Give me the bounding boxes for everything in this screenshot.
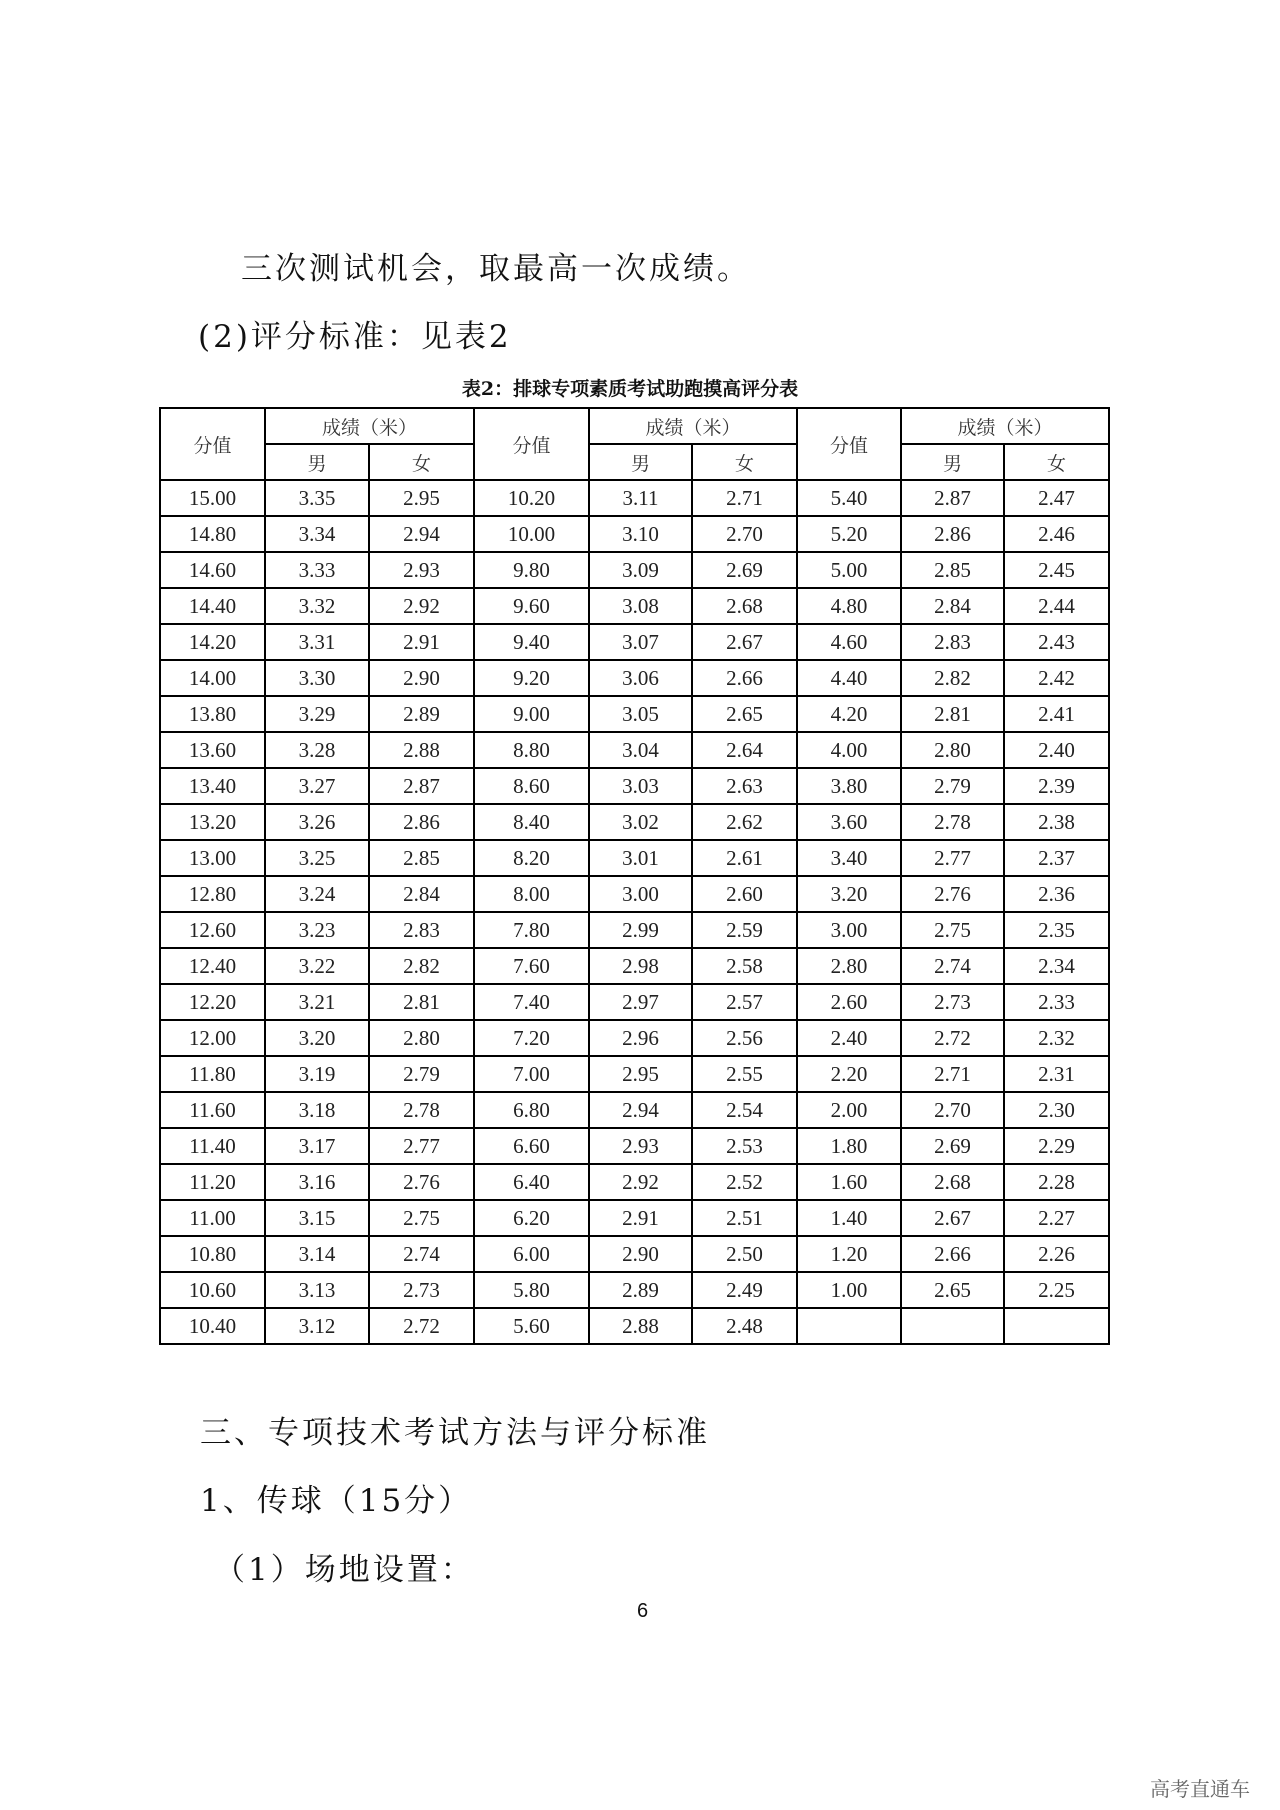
table-row [160, 552, 1109, 588]
score-cell: 6.60 [474, 1128, 589, 1164]
female-cell: 2.28 [1004, 1164, 1109, 1200]
female-cell: 2.79 [369, 1056, 474, 1092]
header-female: 女 [369, 444, 474, 480]
female-cell: 2.73 [369, 1272, 474, 1308]
score-cell: 9.80 [474, 552, 589, 588]
score-cell: 2.40 [797, 1020, 901, 1056]
score-cell: 4.00 [797, 732, 901, 768]
female-cell: 2.70 [692, 516, 797, 552]
score-cell: 13.20 [160, 804, 265, 840]
score-cell: 2.00 [797, 1092, 901, 1128]
score-cell: 5.60 [474, 1308, 589, 1344]
female-cell: 2.57 [692, 984, 797, 1020]
male-cell: 3.22 [265, 948, 369, 984]
score-cell: 7.00 [474, 1056, 589, 1092]
female-cell: 2.30 [1004, 1092, 1109, 1128]
table-row [160, 696, 1109, 732]
male-cell: 3.04 [589, 732, 692, 768]
score-cell: 12.00 [160, 1020, 265, 1056]
male-cell: 3.19 [265, 1056, 369, 1092]
score-table [159, 407, 1110, 1345]
female-cell: 2.46 [1004, 516, 1109, 552]
female-cell: 2.25 [1004, 1272, 1109, 1308]
paragraph-line: 三次测试机会，取最高一次成绩。 [241, 251, 751, 287]
female-cell: 2.60 [692, 876, 797, 912]
score-cell: 11.80 [160, 1056, 265, 1092]
score-cell: 6.40 [474, 1164, 589, 1200]
male-cell: 3.29 [265, 696, 369, 732]
score-cell: 8.40 [474, 804, 589, 840]
table-row [160, 768, 1109, 804]
score-cell: 10.60 [160, 1272, 265, 1308]
score-cell: 13.80 [160, 696, 265, 732]
score-cell: 2.60 [797, 984, 901, 1020]
female-cell: 2.77 [369, 1128, 474, 1164]
female-cell: 2.62 [692, 804, 797, 840]
female-cell: 2.78 [369, 1092, 474, 1128]
table-row [160, 1308, 1109, 1344]
female-cell: 2.81 [369, 984, 474, 1020]
female-cell: 2.31 [1004, 1056, 1109, 1092]
male-cell: 3.15 [265, 1200, 369, 1236]
male-cell: 2.68 [901, 1164, 1004, 1200]
male-cell: 3.25 [265, 840, 369, 876]
male-cell: 3.10 [589, 516, 692, 552]
table-row [160, 1164, 1109, 1200]
header-result: 成绩（米） [901, 408, 1109, 444]
score-cell: 2.20 [797, 1056, 901, 1092]
male-cell: 3.06 [589, 660, 692, 696]
score-cell: 1.60 [797, 1164, 901, 1200]
female-cell: 2.67 [692, 624, 797, 660]
table-row [160, 588, 1109, 624]
header-male: 男 [265, 444, 369, 480]
female-cell: 2.59 [692, 912, 797, 948]
score-cell: 6.80 [474, 1092, 589, 1128]
female-cell: 2.41 [1004, 696, 1109, 732]
score-cell: 5.80 [474, 1272, 589, 1308]
score-cell: 10.20 [474, 480, 589, 516]
score-cell: 9.40 [474, 624, 589, 660]
female-cell: 2.33 [1004, 984, 1109, 1020]
female-cell: 2.68 [692, 588, 797, 624]
score-cell: 8.20 [474, 840, 589, 876]
score-cell: 4.40 [797, 660, 901, 696]
paragraph-line: (2)评分标准：见表2 [198, 319, 512, 355]
male-cell: 2.83 [901, 624, 1004, 660]
score-cell: 1.80 [797, 1128, 901, 1164]
female-cell: 2.83 [369, 912, 474, 948]
male-cell: 2.93 [589, 1128, 692, 1164]
score-cell: 10.80 [160, 1236, 265, 1272]
male-cell: 2.67 [901, 1200, 1004, 1236]
female-cell: 2.35 [1004, 912, 1109, 948]
female-cell: 2.91 [369, 624, 474, 660]
male-cell: 3.12 [265, 1308, 369, 1344]
table-row [160, 624, 1109, 660]
female-cell: 2.38 [1004, 804, 1109, 840]
female-cell: 2.40 [1004, 732, 1109, 768]
female-cell: 2.72 [369, 1308, 474, 1344]
female-cell: 2.93 [369, 552, 474, 588]
score-cell: 3.00 [797, 912, 901, 948]
score-cell: 4.60 [797, 624, 901, 660]
score-cell: 9.00 [474, 696, 589, 732]
male-cell: 2.73 [901, 984, 1004, 1020]
male-cell: 2.85 [901, 552, 1004, 588]
male-cell: 2.79 [901, 768, 1004, 804]
table-row [160, 1092, 1109, 1128]
header-female: 女 [1004, 444, 1109, 480]
female-cell: 2.84 [369, 876, 474, 912]
table-row [160, 840, 1109, 876]
male-cell: 3.17 [265, 1128, 369, 1164]
male-cell: 2.65 [901, 1272, 1004, 1308]
female-cell: 2.64 [692, 732, 797, 768]
male-cell: 3.16 [265, 1164, 369, 1200]
male-cell: 2.82 [901, 660, 1004, 696]
female-cell: 2.63 [692, 768, 797, 804]
male-cell: 2.77 [901, 840, 1004, 876]
score-cell: 2.80 [797, 948, 901, 984]
header-female: 女 [692, 444, 797, 480]
score-cell: 7.40 [474, 984, 589, 1020]
sub-heading: （1）场地设置： [214, 1552, 475, 1588]
header-male: 男 [901, 444, 1004, 480]
male-cell: 2.71 [901, 1056, 1004, 1092]
score-cell: 7.80 [474, 912, 589, 948]
male-cell: 2.88 [589, 1308, 692, 1344]
male-cell: 3.13 [265, 1272, 369, 1308]
score-cell: 15.00 [160, 480, 265, 516]
male-cell: 2.81 [901, 696, 1004, 732]
watermark: 高考直通车 [1150, 1777, 1250, 1801]
section-heading: 三、专项技术考试方法与评分标准 [200, 1415, 710, 1451]
table-row [160, 480, 1109, 516]
female-cell: 2.80 [369, 1020, 474, 1056]
table-row [160, 1128, 1109, 1164]
female-cell: 2.88 [369, 732, 474, 768]
table-row [160, 948, 1109, 984]
score-cell: 3.20 [797, 876, 901, 912]
male-cell: 2.90 [589, 1236, 692, 1272]
score-cell: 14.40 [160, 588, 265, 624]
male-cell: 2.66 [901, 1236, 1004, 1272]
score-cell: 13.60 [160, 732, 265, 768]
header-male: 男 [589, 444, 692, 480]
male-cell: 3.35 [265, 480, 369, 516]
score-cell: 14.80 [160, 516, 265, 552]
score-cell: 8.00 [474, 876, 589, 912]
male-cell: 2.70 [901, 1092, 1004, 1128]
score-cell: 1.20 [797, 1236, 901, 1272]
female-cell: 2.49 [692, 1272, 797, 1308]
male-cell: 2.87 [901, 480, 1004, 516]
table-row [160, 804, 1109, 840]
female-cell: 2.52 [692, 1164, 797, 1200]
female-cell: 2.55 [692, 1056, 797, 1092]
female-cell: 2.71 [692, 480, 797, 516]
header-score: 分值 [474, 408, 589, 480]
male-cell: 3.14 [265, 1236, 369, 1272]
male-cell: 3.27 [265, 768, 369, 804]
table-row [160, 732, 1109, 768]
score-cell: 11.00 [160, 1200, 265, 1236]
male-cell: 2.99 [589, 912, 692, 948]
score-cell: 9.20 [474, 660, 589, 696]
male-cell: 2.84 [901, 588, 1004, 624]
female-cell: 2.44 [1004, 588, 1109, 624]
female-cell: 2.47 [1004, 480, 1109, 516]
male-cell: 3.05 [589, 696, 692, 732]
male-cell: 3.24 [265, 876, 369, 912]
table-row [160, 876, 1109, 912]
male-cell: 3.20 [265, 1020, 369, 1056]
female-cell: 2.43 [1004, 624, 1109, 660]
score-cell: 14.20 [160, 624, 265, 660]
female-cell: 2.48 [692, 1308, 797, 1344]
score-cell: 8.80 [474, 732, 589, 768]
score-cell: 11.60 [160, 1092, 265, 1128]
table-row [160, 984, 1109, 1020]
female-cell: 2.32 [1004, 1020, 1109, 1056]
male-cell: 2.96 [589, 1020, 692, 1056]
female-cell: 2.82 [369, 948, 474, 984]
score-cell: 4.20 [797, 696, 901, 732]
female-cell: 2.29 [1004, 1128, 1109, 1164]
male-cell: 2.86 [901, 516, 1004, 552]
male-cell: 3.31 [265, 624, 369, 660]
item-heading: 1、传球（15分） [200, 1483, 473, 1519]
female-cell: 2.45 [1004, 552, 1109, 588]
male-cell: 2.74 [901, 948, 1004, 984]
female-cell: 2.75 [369, 1200, 474, 1236]
score-cell: 5.20 [797, 516, 901, 552]
female-cell: 2.92 [369, 588, 474, 624]
male-cell: 3.30 [265, 660, 369, 696]
table-row [160, 516, 1109, 552]
female-cell: 2.42 [1004, 660, 1109, 696]
female-cell: 2.66 [692, 660, 797, 696]
male-cell: 3.08 [589, 588, 692, 624]
score-cell: 12.80 [160, 876, 265, 912]
header-result: 成绩（米） [265, 408, 474, 444]
female-cell: 2.27 [1004, 1200, 1109, 1236]
male-cell: 3.33 [265, 552, 369, 588]
score-cell: 11.20 [160, 1164, 265, 1200]
female-cell: 2.74 [369, 1236, 474, 1272]
male-cell: 3.28 [265, 732, 369, 768]
male-cell: 2.69 [901, 1128, 1004, 1164]
male-cell: 3.32 [265, 588, 369, 624]
male-cell: 3.00 [589, 876, 692, 912]
male-cell: 3.34 [265, 516, 369, 552]
score-cell: 1.00 [797, 1272, 901, 1308]
score-cell: 12.60 [160, 912, 265, 948]
score-cell: 11.40 [160, 1128, 265, 1164]
score-cell: 3.40 [797, 840, 901, 876]
score-cell: 3.80 [797, 768, 901, 804]
score-cell: 13.40 [160, 768, 265, 804]
female-cell: 2.85 [369, 840, 474, 876]
score-cell: 10.40 [160, 1308, 265, 1344]
male-cell: 3.03 [589, 768, 692, 804]
score-cell: 7.20 [474, 1020, 589, 1056]
header-score: 分值 [160, 408, 265, 480]
male-cell: 2.80 [901, 732, 1004, 768]
table-row [160, 1200, 1109, 1236]
score-cell: 7.60 [474, 948, 589, 984]
score-cell: 14.00 [160, 660, 265, 696]
table-row [160, 1020, 1109, 1056]
female-cell: 2.94 [369, 516, 474, 552]
male-cell: 2.97 [589, 984, 692, 1020]
score-cell: 9.60 [474, 588, 589, 624]
male-cell: 3.07 [589, 624, 692, 660]
female-cell: 2.39 [1004, 768, 1109, 804]
female-cell: 2.50 [692, 1236, 797, 1272]
male-cell: 2.72 [901, 1020, 1004, 1056]
female-cell: 2.58 [692, 948, 797, 984]
male-cell: 3.21 [265, 984, 369, 1020]
female-cell: 2.95 [369, 480, 474, 516]
male-cell: 3.02 [589, 804, 692, 840]
female-cell: 2.34 [1004, 948, 1109, 984]
score-cell: 6.20 [474, 1200, 589, 1236]
score-cell: 1.40 [797, 1200, 901, 1236]
score-cell: 5.40 [797, 480, 901, 516]
female-cell [1004, 1308, 1109, 1344]
female-cell: 2.26 [1004, 1236, 1109, 1272]
female-cell: 2.87 [369, 768, 474, 804]
male-cell: 3.26 [265, 804, 369, 840]
female-cell: 2.56 [692, 1020, 797, 1056]
female-cell: 2.54 [692, 1092, 797, 1128]
male-cell: 2.76 [901, 876, 1004, 912]
page-number: 6 [637, 1600, 649, 1622]
female-cell: 2.76 [369, 1164, 474, 1200]
header-result: 成绩（米） [589, 408, 797, 444]
score-cell: 6.00 [474, 1236, 589, 1272]
male-cell: 2.92 [589, 1164, 692, 1200]
male-cell: 3.23 [265, 912, 369, 948]
male-cell [901, 1308, 1004, 1344]
female-cell: 2.69 [692, 552, 797, 588]
score-cell [797, 1308, 901, 1344]
table-row [160, 912, 1109, 948]
female-cell: 2.89 [369, 696, 474, 732]
table-row [160, 660, 1109, 696]
male-cell: 3.01 [589, 840, 692, 876]
female-cell: 2.37 [1004, 840, 1109, 876]
male-cell: 2.89 [589, 1272, 692, 1308]
header-score: 分值 [797, 408, 901, 480]
table-row [160, 1236, 1109, 1272]
female-cell: 2.90 [369, 660, 474, 696]
score-cell: 10.00 [474, 516, 589, 552]
male-cell: 3.09 [589, 552, 692, 588]
score-cell: 14.60 [160, 552, 265, 588]
female-cell: 2.61 [692, 840, 797, 876]
score-cell: 13.00 [160, 840, 265, 876]
male-cell: 2.94 [589, 1092, 692, 1128]
male-cell: 2.98 [589, 948, 692, 984]
score-cell: 8.60 [474, 768, 589, 804]
male-cell: 2.91 [589, 1200, 692, 1236]
score-cell: 12.40 [160, 948, 265, 984]
score-cell: 4.80 [797, 588, 901, 624]
table-row [160, 1272, 1109, 1308]
male-cell: 3.11 [589, 480, 692, 516]
score-cell: 5.00 [797, 552, 901, 588]
score-cell: 3.60 [797, 804, 901, 840]
table-caption: 表2：排球专项素质考试助跑摸高评分表 [461, 378, 799, 400]
female-cell: 2.65 [692, 696, 797, 732]
female-cell: 2.36 [1004, 876, 1109, 912]
table-row [160, 1056, 1109, 1092]
male-cell: 3.18 [265, 1092, 369, 1128]
female-cell: 2.86 [369, 804, 474, 840]
male-cell: 2.78 [901, 804, 1004, 840]
male-cell: 2.95 [589, 1056, 692, 1092]
female-cell: 2.51 [692, 1200, 797, 1236]
score-cell: 12.20 [160, 984, 265, 1020]
female-cell: 2.53 [692, 1128, 797, 1164]
male-cell: 2.75 [901, 912, 1004, 948]
